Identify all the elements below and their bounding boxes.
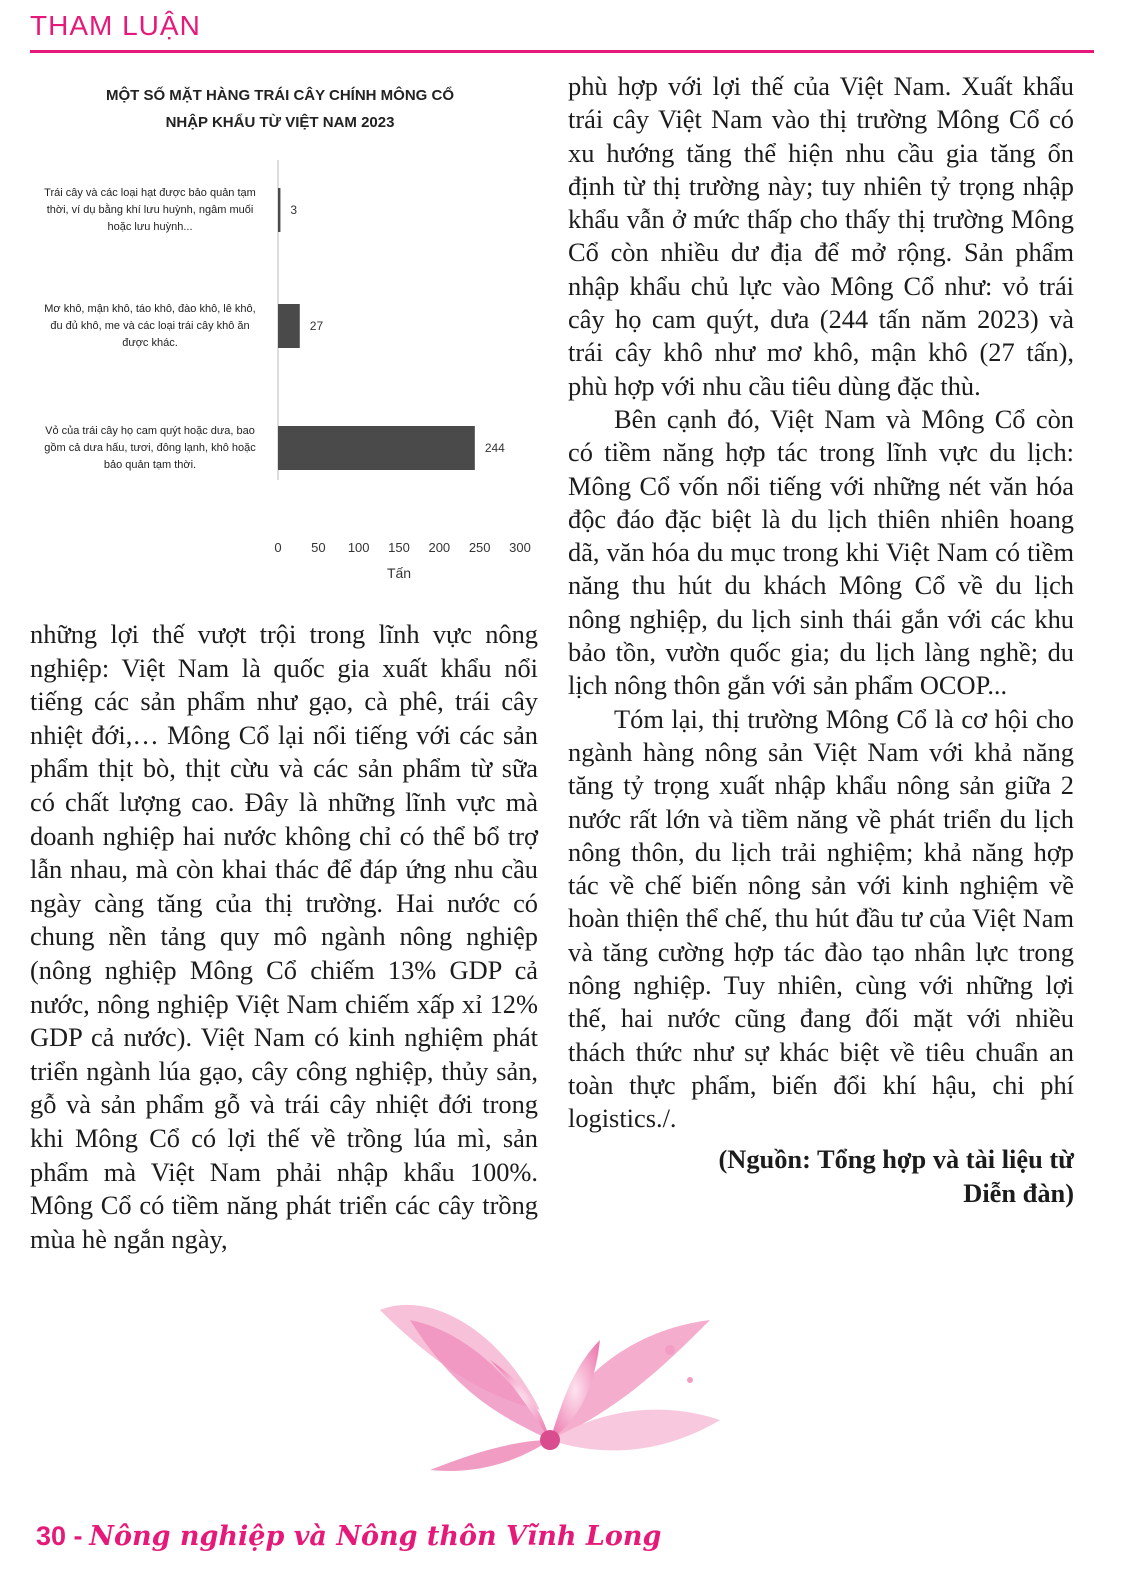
source-line1: (Nguồn: Tổng hợp và tài liệu từ bbox=[718, 1143, 1074, 1174]
source-note bbox=[568, 1142, 1074, 1210]
data-label-1: 3 bbox=[290, 203, 298, 217]
category-label-3-line-2: gồm cả dưa hấu, tươi, đông lạnh, khô hoặc bbox=[44, 442, 256, 454]
right-paragraph-1: phù hợp với lợi thế của Việt Nam. Xuất khẩu trái cây Việt Nam vào thị trường Mông Cổ có xu hướng tăng thể hiện nhu cầu gia tăng ổn định từ thị trường này; tuy nhiên tỷ trọng nhập khẩu vẫn ở mức thấp cho thấy thị trường Mông Cổ còn nhiều dư địa để mở rộng. Sản phẩm nhập khẩu chủ lực vào Mông Cổ như: vỏ trái cây họ cam quýt, dưa (244 tấn năm 2023) và trái cây khô như mơ khô, mận khô (27 tấn), phù hợp với nhu cầu tiêu dùng đặc thù. bbox=[568, 71, 1074, 401]
right-paragraph-3: Tóm lại, thị trường Mông Cổ là cơ hội cho ngành hàng nông sản Việt Nam với khả năng tăng tỷ trọng xuất nhập khẩu nông sản giữa 2 nước rất lớn và tiềm năng về phát triển du lịch nông thôn, du lịch trải nghiệm; khả năng hợp tác về chế biến nông sản với kinh nghiệm về hoàn thiện thể chế, thu hút đầu tư của Việt Nam và tăng cường hợp tác đào tạo nhân lực trong nông nghiệp. Tuy nhiên, cùng với những lợi thế, hai nước cũng đang đối mặt với nhiều thách thức như sự khác biệt về tiêu chuẩn an toàn thực phẩm, biến đổi khí hậu, chi phí logistics./. bbox=[568, 703, 1074, 1134]
category-label-1-line-2: thời, ví dụ bằng khí lưu huỳnh, ngâm muối bbox=[46, 204, 254, 216]
page-number: 30 - bbox=[36, 1521, 83, 1551]
bar-1 bbox=[278, 188, 280, 232]
right-paragraph-2: Bên cạnh đó, Việt Nam và Mông Cổ còn có tiềm năng hợp tác trong lĩnh vực du lịch: Mông Cổ vốn nổi tiếng với những nét văn hóa độc đáo đặc biệt là du lịch thiên nhiên hoang dã, văn hóa du mục trong khi Việt Nam có tiềm năng thu hút du khách Mông Cổ về du lịch nông nghiệp, du lịch sinh thái gắn với các khu bảo tồn, vườn quốc gia; du lịch làng nghề; du lịch nông thôn gắn với sản phẩm OCOP... bbox=[568, 403, 1074, 701]
flower-decoration-icon bbox=[370, 1290, 730, 1490]
x-tick-label-250: 250 bbox=[468, 540, 491, 555]
x-tick-label-200: 200 bbox=[428, 540, 451, 555]
chart-title-line1: MỘT SỐ MẶT HÀNG TRÁI CÂY CHÍNH MÔNG CỔ bbox=[105, 87, 455, 104]
category-label-1-line-3: hoặc lưu huỳnh... bbox=[107, 221, 193, 233]
x-tick-label-100: 100 bbox=[347, 540, 370, 555]
category-label-3-line-1: Vỏ của trái cây họ cam quýt hoặc dưa, bao bbox=[45, 425, 255, 437]
x-tick-label-150: 150 bbox=[388, 540, 410, 555]
x-tick-label-50: 50 bbox=[311, 540, 326, 555]
bar-chart bbox=[30, 70, 550, 590]
x-axis-label: Tấn bbox=[386, 565, 412, 581]
chart-title-line2: NHẬP KHẨU TỪ VIỆT NAM 2023 bbox=[165, 114, 395, 131]
section-title: THAM LUẬN bbox=[30, 10, 201, 41]
left-column bbox=[30, 618, 538, 1256]
x-tick-label-300: 300 bbox=[509, 540, 531, 555]
chart-container bbox=[30, 70, 550, 590]
right-column bbox=[568, 70, 1074, 1210]
footer bbox=[36, 1521, 661, 1552]
category-label-1-line-1: Trái cây và các loại hạt được bảo quản tạm bbox=[44, 187, 256, 199]
x-tick-label-0: 0 bbox=[274, 540, 282, 555]
category-label-2-line-3: được khác. bbox=[122, 337, 178, 349]
category-label-3-line-3: bảo quản tạm thời. bbox=[103, 459, 197, 471]
category-label-2-line-1: Mơ khô, mận khô, táo khô, đào khô, lê khô, bbox=[44, 303, 256, 315]
left-paragraph: những lợi thế vượt trội trong lĩnh vực nông nghiệp: Việt Nam là quốc gia xuất khẩu nổi tiếng các sản phẩm như gạo, cà phê, trái cây nhiệt đới,… Mông Cổ lại nổi tiếng với các sản phẩm thịt bò, thịt cừu và các sản phẩm từ sữa có chất lượng cao. Đây là những lĩnh vực mà doanh nghiệp hai nước không chỉ có thể bổ trợ lẫn nhau, mà còn khai thác để đáp ứng nhu cầu ngày càng tăng của thị trường. Hai nước có chung nền tảng quy mô ngành nông nghiệp (nông nghiệp Mông Cổ chiếm 13% GDP cả nước, nông nghiệp Việt Nam chiếm xấp xỉ 12% GDP cả nước). Việt Nam có kinh nghiệm phát triển ngành lúa gạo, cây công nghiệp, thủy sản, gỗ và sản phẩm gỗ và trái cây nhiệt đới trong khi Mông Cổ có lợi thế về trồng lúa mì, sản phẩm mà Việt Nam phải nhập khẩu 100%. Mông Cổ có tiềm năng phát triển các cây trồng mùa hè ngắn ngày, bbox=[30, 619, 538, 1254]
category-label-2-line-2: đu đủ khô, me và các loại trái cây khô ăn bbox=[50, 320, 250, 332]
source-line2: Diễn đàn) bbox=[963, 1177, 1074, 1208]
bar-2 bbox=[278, 304, 300, 348]
data-label-2: 27 bbox=[309, 319, 324, 333]
header-rule bbox=[30, 50, 1094, 53]
bar-3 bbox=[278, 426, 475, 470]
magazine-name: Nông nghiệp và Nông thôn Vĩnh Long bbox=[89, 1521, 662, 1552]
data-label-3: 244 bbox=[484, 441, 505, 455]
